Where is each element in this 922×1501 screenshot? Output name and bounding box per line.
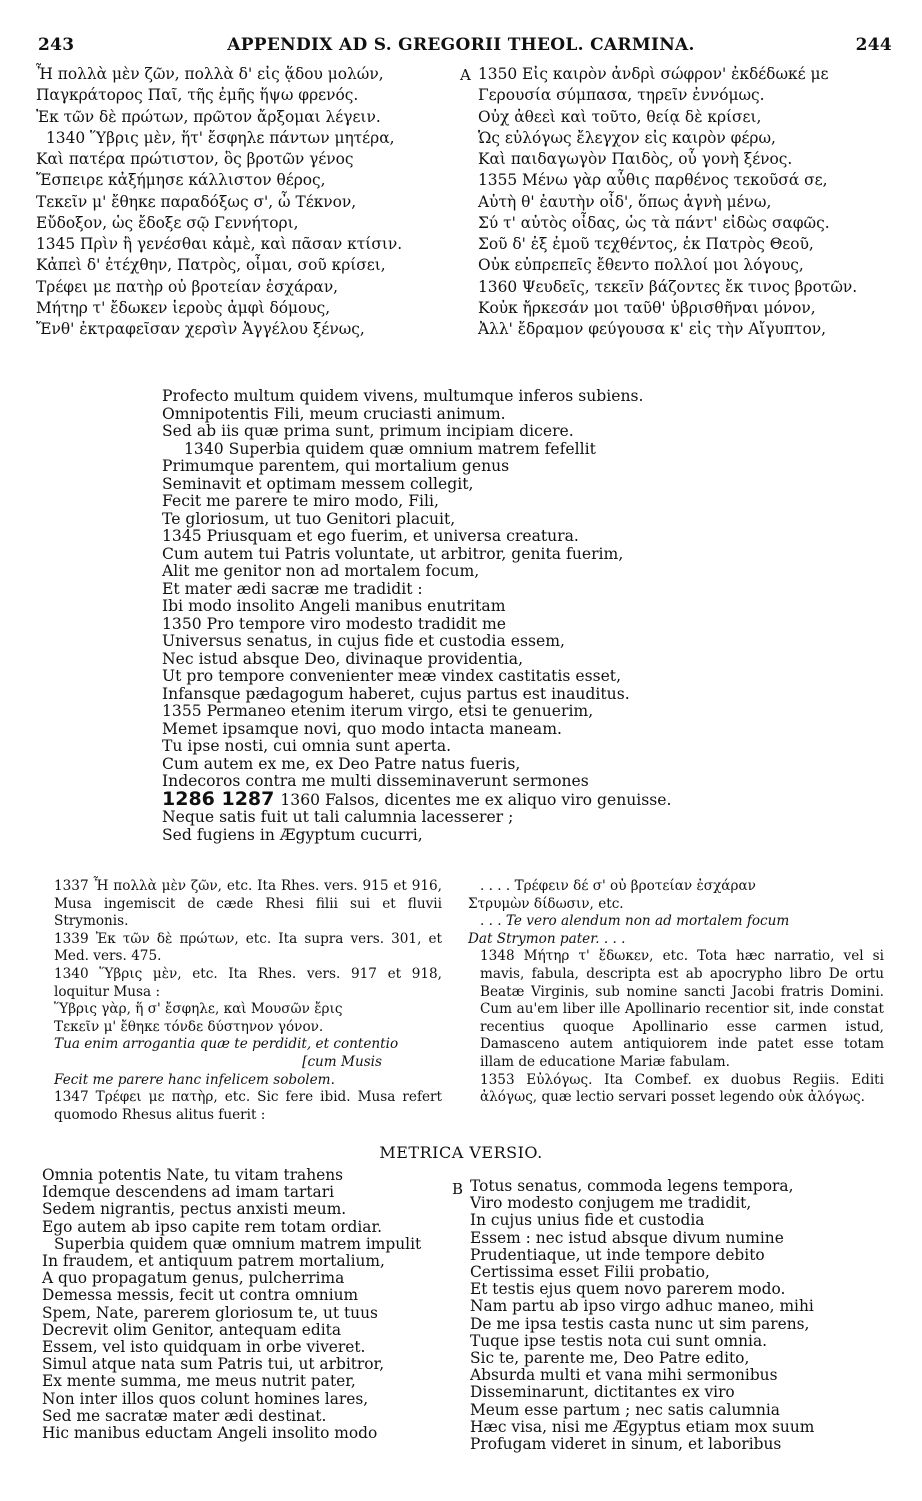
metrica-line: Tuque ipse testis nota cui sunt omnia.: [470, 1331, 768, 1350]
latin-line: Cum autem tui Patris voluntate, ut arbitror, genita fuerim,: [162, 544, 624, 563]
metrica-line: Essem, vel isto quidquam in orbe viveret.: [42, 1338, 366, 1357]
greek-line: Γερουσία σύμπασα, τηρεῖν ἐννόμως.: [478, 86, 765, 105]
latin-line: 1360 Falsos, dicentes me ex aliquo viro genuisse.: [280, 790, 672, 809]
greek-line: 1345 Πρὶν ἢ γενέσθαι κἀμὲ, καὶ πᾶσαν κτίσιν.: [36, 235, 403, 253]
note-paragraph: 1337 Ἦ πολλὰ μὲν ζῶν, etc. Ita Rhes. vers. 915 et 916, Musa ingemiscit de cæde Rhesi filii sui et fluvii Strymonis.: [54, 878, 442, 930]
metrica-line: Omnia potentis Nate, tu vitam trahens: [42, 1166, 344, 1184]
metrica-line: Prudentiaque, ut inde tempore debito: [470, 1245, 765, 1264]
note-quote: Στρυμὼν δίδωσιν, etc.: [468, 895, 624, 912]
latin-line: Tu ipse nosti, cui omnia sunt aperta.: [162, 737, 452, 755]
latin-line: Ibi modo insolito Angeli manibus enutritam: [162, 597, 506, 615]
latin-line: Primumque parentem, qui mortalium genus: [162, 457, 510, 475]
latin-line: Neque satis fuit ut tali calumnia lacesserer ;: [162, 808, 514, 826]
metrica-line: Sic te, parente me, Deo Patre edito,: [470, 1349, 750, 1368]
note-paragraph: 1347 Τρέφει με πατὴρ, etc. Sic fere ibid. Musa refert quomodo Rhesus alitus fuerit :: [54, 1089, 442, 1123]
greek-line: Μήτηρ τ' ἔδωκεν ἱεροὺς ἀμφὶ δόμους,: [36, 298, 331, 317]
latin-line: Memet ipsamque novi, quo modo intacta maneam.: [162, 719, 562, 738]
latin-line: Fecit me parere te miro modo, Fili,: [162, 492, 439, 510]
greek-line: Ὡς εὐλόγως ἔλεγχον εἰς καιρὸν φέρω,: [478, 128, 776, 147]
latin-line: Sed ab iis quæ prima sunt, primum incipiam dicere.: [162, 422, 574, 440]
note-quote: Fecit me parere hanc infelicem sobolem.: [54, 1071, 335, 1088]
left-page-number: 243: [38, 35, 75, 55]
notes-left-column: [42, 878, 442, 1124]
latin-line: Et mater ædi sacræ me tradidit :: [162, 579, 423, 598]
latin-line: Seminavit et optimam messem collegit,: [162, 474, 474, 493]
latin-line: Profecto multum quidem vivens, multumque inferos subiens.: [162, 387, 644, 405]
metrica-line: Nam partu ab ipso virgo adhuc maneo, mihi: [470, 1297, 814, 1316]
greek-line: 1360 Ψευδεῖς, τεκεῖν βάζοντες ἔκ τινος βροτῶν.: [478, 277, 858, 296]
metrica-line: A quo propagatum genus, pulcherrima: [42, 1269, 345, 1288]
latin-line: Universus senatus, in cujus fide et custodia essem,: [162, 632, 565, 650]
latin-line: 1345 Priusquam et ego fuerim, et universa creatura.: [162, 527, 579, 545]
metrica-line: Sedem nigrantis, pectus anxisti meum.: [42, 1200, 347, 1219]
note-paragraph: 1353 Εὐλόγως. Ita Combef. ex duobus Regiis. Editi ἀλόγως, quæ lectio servari posset legendo οὐκ ἀλόγως.: [480, 1071, 884, 1106]
note-paragraph: 1339 Ἐκ τῶν δὲ πρώτων, etc. Ita supra vers. 301, et Med. vers. 475.: [54, 930, 442, 965]
metrica-line: In fraudem, et antiquum patrem mortalium,: [42, 1252, 385, 1271]
column-marker-a: A: [460, 66, 471, 84]
column-marker-b: B: [452, 1180, 464, 1198]
metrica-line: Superbia quidem quæ omnium matrem impulit: [54, 1234, 422, 1253]
latin-line: Omnipotentis Fili, meum cruciasti animum.: [162, 404, 506, 423]
metrica-line: Ego autem ab ipso capite rem totam ordiar.: [42, 1217, 382, 1236]
metrica-line: Certissima esset Filii probatio,: [470, 1263, 710, 1282]
right-page-number: 244: [855, 35, 892, 55]
metrica-title: METRICA VERSIO.: [379, 1143, 543, 1162]
greek-line: Καὶ πατέρα πρώτιστον, ὃς βροτῶν γένος: [36, 150, 354, 168]
metrica-line: Hæc visa, nisi me Ægyptus etiam mox suum: [470, 1417, 815, 1436]
note-quote: Dat Strymon pater. . . .: [468, 930, 626, 947]
greek-text-left-column: [36, 64, 402, 340]
metrica-right-column: [470, 1178, 814, 1453]
metrica-line: Essem : nec istud absque divum numine: [470, 1228, 784, 1247]
metrica-line: Meum esse partum ; nec satis calumnia: [470, 1400, 780, 1419]
latin-line: 1350 Pro tempore viro modesto tradidit me: [162, 614, 507, 633]
metrica-line: Et testis ejus quem novo parerem modo.: [470, 1280, 786, 1299]
note-quote: Τεκεῖν μ' ἔθηκε τόνδε δύστηνον γόνον.: [54, 1018, 324, 1035]
metrica-line: Totus senatus, commoda legens tempora,: [470, 1177, 794, 1195]
greek-text-right-column: [478, 64, 857, 340]
latin-line: 1355 Permaneo etenim iterum virgo, etsi te genuerim,: [162, 702, 594, 720]
note-quote: . . . Te vero alendum non ad mortalem focum: [480, 913, 790, 930]
latin-line: 1340 Superbia quidem quæ omnium matrem fefellit: [184, 439, 596, 458]
greek-line: Ἀλλ' ἔδραμον φεύγουσα κ' εἰς τὴν Αἴγυπτον,: [478, 320, 827, 338]
metrica-line: In cujus unius fide et custodia: [470, 1211, 705, 1230]
metrica-line: Disseminarunt, dictitantes ex viro: [470, 1383, 735, 1402]
greek-line: Ἐκ τῶν δὲ πρώτων, πρῶτον ἄρξομαι λέγειν.: [36, 107, 381, 126]
metrica-line: Idemque descendens ad imam tartari: [42, 1183, 335, 1202]
column-number-marker: 1286 1287: [162, 787, 275, 810]
metrica-line: Profugam videret in sinum, et laboribus: [470, 1435, 782, 1454]
latin-translation: [162, 388, 671, 844]
metrica-line: Viro modesto conjugem me tradidit,: [470, 1194, 752, 1213]
metrica-line: De me ipsa testis casta nunc ut sim parens,: [470, 1314, 810, 1333]
latin-line: Infansque pædagogum haberet, cujus partus est inauditus.: [162, 684, 630, 703]
notes-right-column: [468, 878, 884, 1107]
latin-line: Alit me genitor non ad mortalem focum,: [162, 562, 480, 580]
metrica-line: Decrevit olim Genitor, antequam edita: [42, 1320, 342, 1339]
greek-line: Παγκράτορος Παῖ, τῆς ἐμῆς ἥψω φρενός.: [36, 86, 359, 105]
metrica-line: Sed me sacratæ mater ædi destinat.: [42, 1406, 327, 1425]
greek-line: Σύ τ' αὐτὸς οἶδας, ὡς τὰ πάντ' εἰδὼς σαφῶς.: [478, 213, 830, 232]
latin-line: Indecoros contra me multi disseminaverunt sermones: [162, 772, 589, 790]
metrica-line: Ex mente summa, me meus nutrit pater,: [42, 1372, 356, 1391]
greek-line: Κοὐκ ἤρκεσάν μοι ταῦθ' ὑβρισθῆναι μόνον,: [478, 298, 816, 317]
metrica-left-column: [42, 1167, 421, 1442]
greek-line: Κἀπεὶ δ' ἐτέχθην, Πατρὸς, οἶμαι, σοῦ κρίσει,: [36, 256, 386, 275]
greek-line: Ἦ πολλὰ μὲν ζῶν, πολλὰ δ' εἰς ᾅδου μολών,: [36, 65, 384, 83]
greek-line: 1350 Εἰς καιρὸν ἀνδρὶ σώφρον' ἐκδέδωκέ με: [478, 65, 829, 83]
greek-line: 1340 Ὕβρις μὲν, ἥτ' ἔσφηλε πάντων μητέρα,: [46, 128, 395, 147]
metrica-line: Simul atque nata sum Patris tui, ut arbitror,: [42, 1355, 385, 1374]
greek-line: Τρέφει με πατὴρ οὐ βροτείαν ἐσχάραν,: [36, 277, 339, 296]
latin-line: Ut pro tempore convenienter meæ vindex castitatis esset,: [162, 667, 622, 685]
metrica-line: Spem, Nate, parerem gloriosum te, ut tuus: [42, 1303, 378, 1322]
latin-line: Sed fugiens in Ægyptum cucurri,: [162, 825, 423, 844]
greek-line: Ἔνθ' ἐκτραφεῖσαν χερσὶν Ἀγγέλου ξένως,: [36, 320, 365, 338]
greek-line: Εὔδοξον, ὡς ἔδοξε σῷ Γεννήτορι,: [36, 213, 299, 232]
greek-line: Αὐτὴ θ' ἑαυτὴν οἶδ', ὅπως ἁγνὴ μένω,: [478, 192, 772, 211]
latin-line: Nec istud absque Deo, divinaque providentia,: [162, 649, 524, 668]
metrica-line: Hic manibus eductam Angeli insolito modo: [42, 1424, 378, 1443]
greek-line: Σοῦ δ' ἐξ ἐμοῦ τεχθέντος, ἐκ Πατρὸς Θεοῦ,: [478, 235, 814, 253]
note-quote: Tua enim arrogantia quæ te perdidit, et contentio: [54, 1036, 399, 1053]
metrica-line: Demessa messis, fecit ut contra omnium: [42, 1286, 359, 1305]
greek-line: Οὐκ εὐπρεπεῖς ἔθεντο πολλοί μοι λόγους,: [478, 256, 804, 275]
note-paragraph: 1348 Μήτηρ τ' ἔδωκεν, etc. Tota hæc narratio, vel si mavis, fabula, descripta est ab apocrypho libro De ortu Beatæ Virginis, sub nomine sancti Jacobi fratris Domini. Cum au'em liber ille Apollinario recentior sit, inde constat recentius quoque Apollinario esse carmen istud, Damasceno autem antiquiorem inde patet esse totam illam de educatione Mariæ fabulam.: [480, 948, 884, 1070]
note-paragraph: 1340 Ὕβρις μὲν, etc. Ita Rhes. vers. 917 et 918, loquitur Musa :: [54, 965, 442, 1000]
running-title: APPENDIX AD S. GREGORII THEOL. CARMINA.: [227, 35, 695, 55]
greek-line: Καὶ παιδαγωγὸν Παιδὸς, οὗ γονὴ ξένος.: [478, 150, 793, 168]
greek-line: Ἔσπειρε κἀξήμησε κάλλιστον θέρος,: [36, 171, 326, 190]
greek-line: Τεκεῖν μ' ἔθηκε παραδόξως σ', ὦ Τέκνον,: [36, 192, 357, 211]
note-quote: [cum Musis: [302, 1053, 382, 1070]
greek-line: Οὐχ ἀθεεὶ καὶ τοῦτο, θείᾳ δὲ κρίσει,: [478, 107, 762, 126]
metrica-line: Absurda multi et vana mihi sermonibus: [470, 1366, 778, 1385]
latin-line-with-marker: [162, 787, 672, 810]
metrica-line: Non inter illos quos colunt homines lares,: [42, 1389, 369, 1408]
latin-line: Te gloriosum, ut tuo Genitori placuit,: [162, 509, 456, 528]
latin-line: Cum autem ex me, ex Deo Patre natus fueris,: [162, 754, 521, 773]
note-quote: . . . . Τρέφειν δέ σ' οὐ βροτείαν ἐσχάραν: [480, 878, 756, 894]
note-quote: Ὕβρις γὰρ, ἥ σ' ἔσφηλε, καὶ Μουσῶν ἔρις: [54, 1001, 343, 1018]
greek-line: 1355 Μένω γὰρ αὖθις παρθένος τεκοῦσά σε,: [478, 171, 828, 190]
